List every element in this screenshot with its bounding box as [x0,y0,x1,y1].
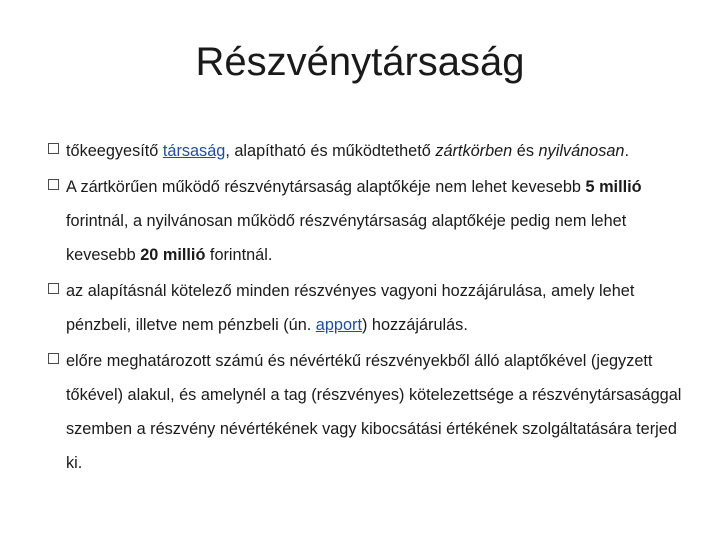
bullet-text: forintnál, a nyilvánosan működő részvénytársaság alaptőkéje pedig nem lehet kevesebb [66,212,627,264]
slide-title: Részvénytársaság [195,40,525,84]
bullet-item [48,344,688,480]
bullet-square-icon [48,179,59,190]
bullet-text: és [512,142,539,160]
bullet-list [48,134,688,482]
hyperlink-apport[interactable]: apport [315,316,362,334]
hyperlink-társaság[interactable]: társaság [162,142,226,160]
bullet-square-icon [48,353,59,364]
bullet-square-icon [48,143,59,154]
bullet-item [48,274,688,342]
bullet-text: . [624,142,630,160]
bullet-text: A zártkörűen működő részvénytársaság alaptőkéje nem lehet kevesebb [66,178,586,196]
bullet-text: , alapítható és működtethető [225,142,436,160]
bullet-item [48,134,688,168]
bullet-item [48,170,688,272]
bullet-text: ) hozzájárulás. [361,316,468,334]
bullet-text: forintnál. [205,246,273,264]
emphasis-text: nyilvánosan [538,142,625,160]
bullet-text: az alapításnál kötelező minden részvényes vagyoni hozzájárulása, amely lehet pénzbeli, illetve nem pénzbeli (ún. [66,282,635,334]
bullet-text: tőkeegyesítő [66,142,163,160]
bullet-text: előre meghatározott számú és névértékű részvényekből álló alaptőkével (jegyzett tőkével) alakul, és amelynél a tag (részvényes) kötelezettsége a részvénytársasággal szemben a részvény névértékének vagy kibocsátási értékének szolgáltatására terjed ki. [66,352,682,472]
bold-amount: 20 millió [140,246,206,264]
bold-amount: 5 millió [585,178,642,196]
emphasis-text: zártkörben [435,142,513,160]
bullet-square-icon [48,283,59,294]
